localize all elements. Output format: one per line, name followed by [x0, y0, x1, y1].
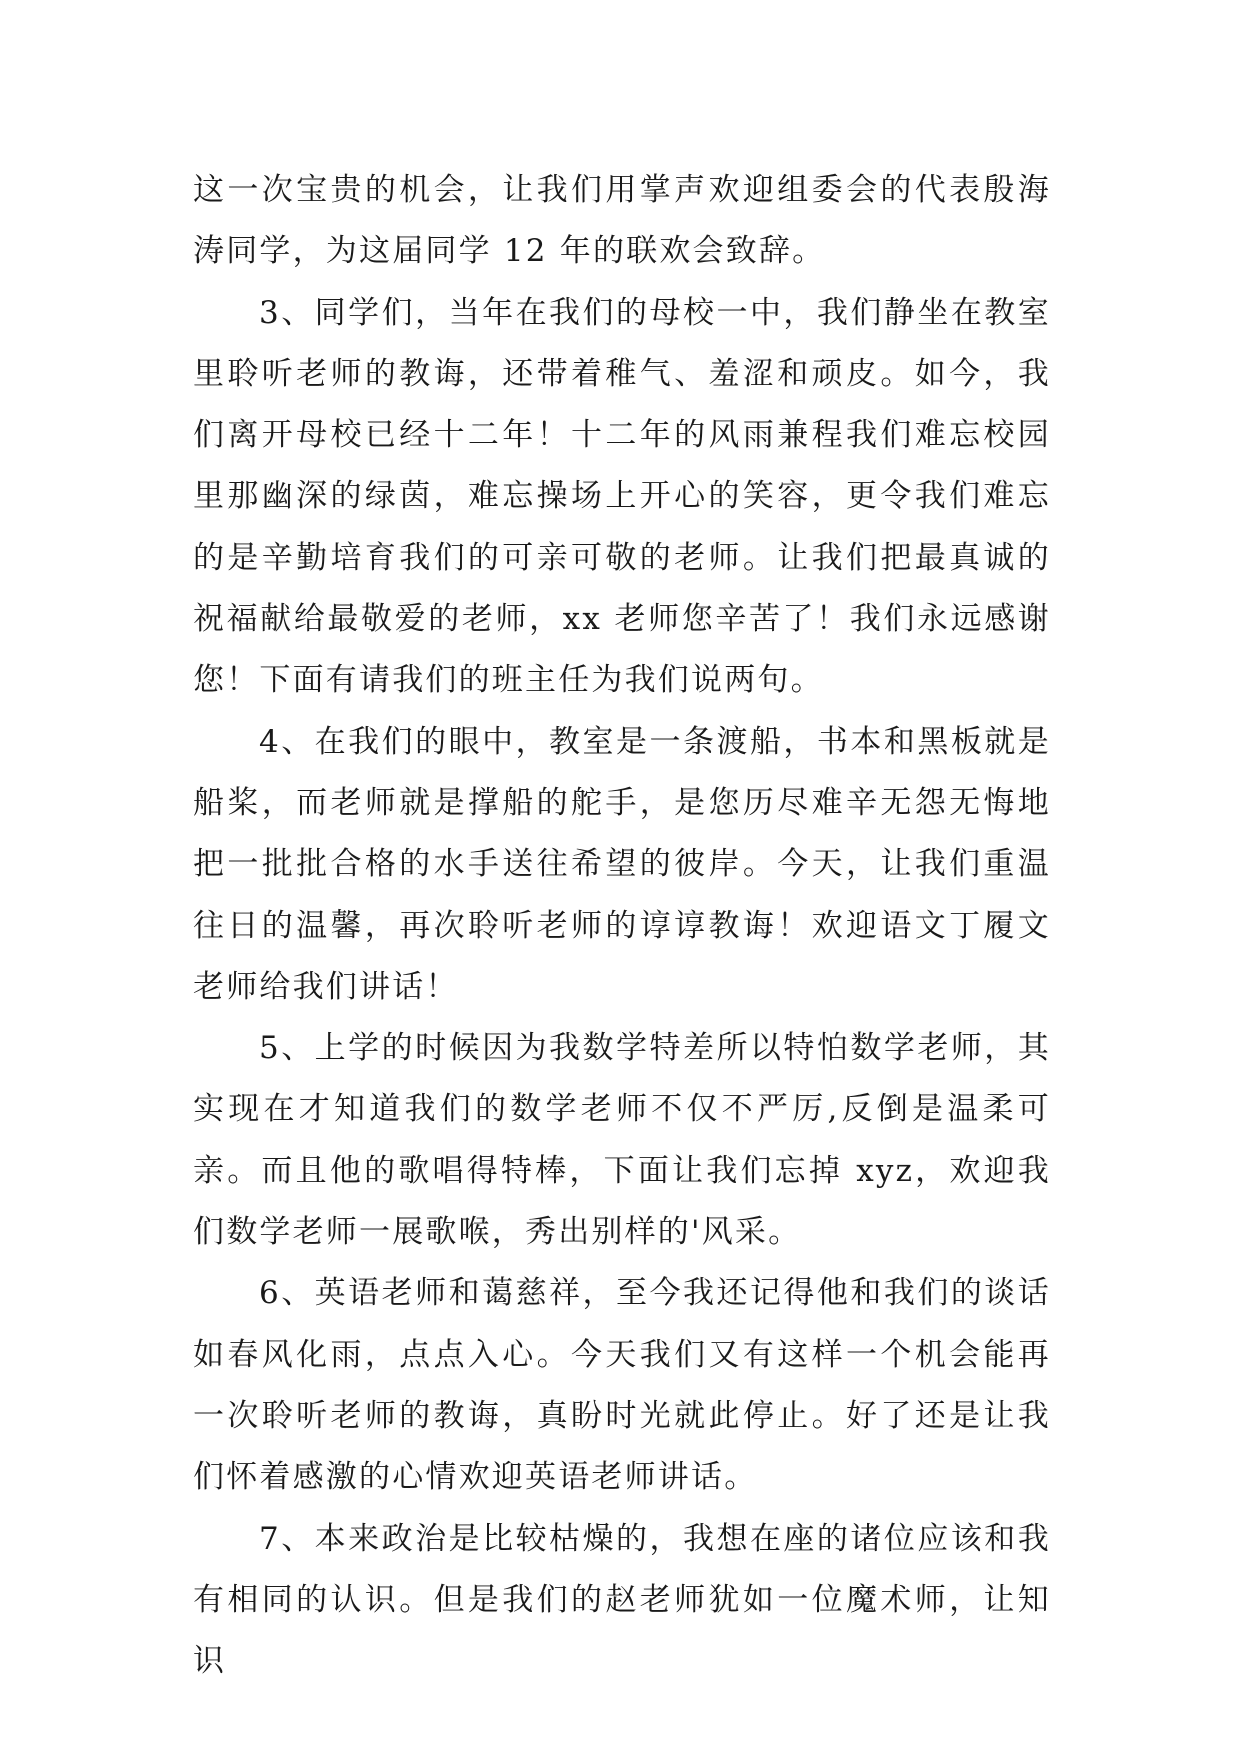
paragraph-continuation: 这一次宝贵的机会，让我们用掌声欢迎组委会的代表殷海涛同学，为这届同学 12 年的联欢会致辞。	[193, 172, 1051, 270]
paragraph-item-3: 3、同学们，当年在我们的母校一中，我们静坐在教室里聆听老师的教诲，还带着稚气、羞涩和顽皮。如今，我们离开母校已经十二年！十二年的风雨兼程我们难忘校园里那幽深的绿茵，难忘操场上开心的笑容，更令我们难忘的是辛勤培育我们的可亲可敬的老师。让我们把最真诚的祝福献给最敬爱的老师，xx 老师您辛苦了！我们永远感谢您！下面有请我们的班主任为我们说两句。	[193, 294, 1051, 699]
paragraph-item-7: 7、本来政治是比较枯燥的，我想在座的诸位应该和我有相同的认识。但是我们的赵老师犹如一位魔术师，让知识	[193, 1520, 1051, 1680]
paragraph-item-5: 5、上学的时候因为我数学特差所以特怕数学老师，其实现在才知道我们的数学老师不仅不严厉,反倒是温柔可亲。而且他的歌唱得特棒，下面让我们忘掉 xyz，欢迎我们数学老师一展歌喉，秀出别样的'风采。	[193, 1030, 1051, 1251]
paragraph-item-6: 6、英语老师和蔼慈祥，至今我还记得他和我们的谈话如春风化雨，点点入心。今天我们又有这样一个机会能再一次聆听老师的教诲，真盼时光就此停止。好了还是让我们怀着感激的心情欢迎英语老师讲话。	[193, 1275, 1051, 1496]
paragraph-item-4: 4、在我们的眼中，教室是一条渡船，书本和黑板就是船桨，而老师就是撑船的舵手，是您历尽难辛无怨无悔地把一批批合格的水手送往希望的彼岸。今天，让我们重温往日的温馨，再次聆听老师的谆谆教诲！欢迎语文丁履文老师给我们讲话！	[193, 723, 1051, 1005]
document-body	[193, 160, 1051, 1692]
